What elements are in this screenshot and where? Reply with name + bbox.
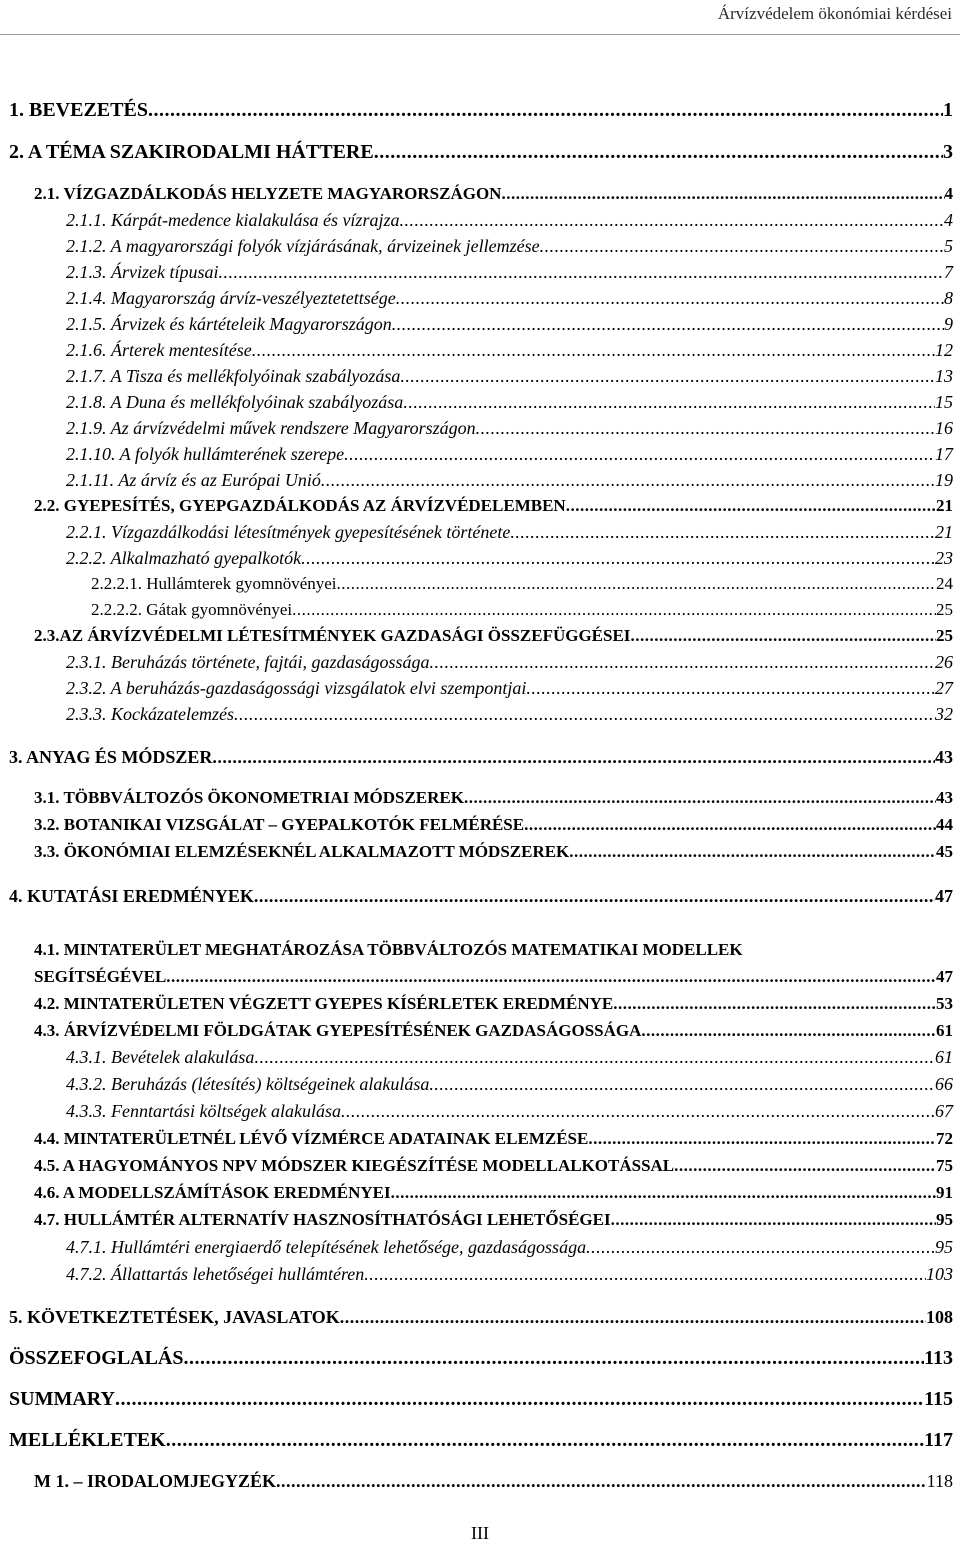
toc-label: 2.1.10. A folyók hullámterének szerepe [66,444,345,464]
toc-leader [234,701,935,727]
toc-page-number: 4 [944,184,953,203]
toc-label: 2.1.4. Magyarország árvíz-veszélyeztetettsége [66,288,396,308]
toc-leader [340,1304,926,1330]
toc-entry[interactable] [66,1098,953,1124]
toc-label: 2.1.3. Árvizek típusai [66,262,219,282]
toc-page-number: 103 [926,1264,953,1284]
header-rule [0,34,960,35]
toc-page-number: 67 [935,1101,953,1121]
toc-entry[interactable] [9,139,953,165]
toc-page-number: 66 [935,1074,953,1094]
toc-page-number: 43 [936,788,953,807]
toc-entry[interactable] [34,812,953,838]
running-header: Árvízvédelem ökonómiai kérdései [717,4,952,23]
toc-entry[interactable] [34,991,953,1017]
toc-entry[interactable] [9,97,953,123]
toc-leader [364,1261,926,1287]
toc-entry[interactable] [66,389,953,415]
toc-leader [115,1386,924,1412]
toc-entry[interactable] [34,493,953,519]
toc-page-number: 43 [935,747,953,767]
toc-page-number: 1 [943,99,953,121]
toc-page-number: 72 [936,1129,953,1148]
toc-label: MELLÉKLETEK [9,1429,166,1451]
toc-entry-first-line: 4.1. MINTATERÜLET MEGHATÁROZÁSA TÖBBVÁLTOZÓS MATEMATIKAI MODELLEK [34,940,743,959]
toc-leader [400,363,935,389]
toc-label: 4.5. A HAGYOMÁNYOS NPV MÓDSZER KIEGÉSZÍTÉSE MODELLALKOTÁSSAL [34,1156,675,1175]
toc-leader [429,1071,935,1097]
toc-entry[interactable] [66,311,953,337]
toc-label: 4.7.1. Hullámtéri energiaerdő telepítésének lehetősége, gazdaságossága [66,1237,587,1257]
toc-entry[interactable] [34,785,953,811]
toc-entry[interactable] [66,337,953,363]
toc-label: 4.7.2. Állattartás lehetőségei hullámtéren [66,1264,365,1284]
toc-label: 3.2. BOTANIKAI VIZSGÁLAT – GYEPALKOTÓK FELMÉRÉSE [34,815,525,834]
toc-page-number: 9 [944,314,953,334]
toc-entry[interactable] [66,285,953,311]
toc-leader [540,233,944,259]
toc-page-number: 26 [935,652,953,672]
toc-page-number: 25 [936,600,953,619]
toc-label: 2.1.7. A Tisza és mellékfolyóinak szabályozása [66,366,401,386]
toc-leader [374,139,943,165]
toc-label: 4.3.1. Bevételek alakulása [66,1047,255,1067]
toc-label: 5. KÖVETKEZTETÉSEK, JAVASLATOK [9,1307,340,1327]
toc-entry[interactable] [66,441,953,467]
toc-entry[interactable] [9,1386,953,1412]
toc-entry[interactable] [9,744,953,770]
toc-page-number: 61 [935,1047,953,1067]
toc-page-number: 5 [944,236,953,256]
toc-entry[interactable] [66,259,953,285]
toc-leader [148,97,943,123]
toc-page-number: 61 [936,1021,953,1040]
toc-page-number: 24 [936,574,953,593]
toc-leader [321,467,935,493]
toc-label: 2.1.9. Az árvízvédelmi művek rendszere Magyarországon [66,418,476,438]
toc-leader [586,1234,935,1260]
toc-label: 3.3. ÖKONÓMIAI ELEMZÉSEKNÉL ALKALMAZOTT MÓDSZEREK [34,842,570,861]
toc-label: 4.2. MINTATERÜLETEN VÉGZETT GYEPES KÍSÉRLETEK EREDMÉNYE [34,994,614,1013]
toc-label: 2.1.8. A Duna és mellékfolyóinak szabályozása [66,392,404,412]
toc-label: 2.1.2. A magyarországi folyók vízjárásának, árvizeinek jellemzése [66,236,540,256]
toc-entry[interactable] [66,1071,953,1097]
toc-label: 3. ANYAG ÉS MÓDSZER [9,747,213,767]
toc-entry[interactable] [66,545,953,571]
toc-label: 2.1.5. Árvizek és kártételeik Magyarországon [66,314,392,334]
toc-page-number: 21 [935,522,953,542]
toc-leader [166,964,936,990]
toc-leader [613,991,936,1017]
toc-entry[interactable] [34,1126,953,1152]
toc-entry[interactable] [66,467,953,493]
toc-page-number: 16 [935,418,953,438]
toc-label: 2.3.1. Beruházás története, fajtái, gazdaságossága [66,652,430,672]
toc-label: 2.2.2. Alkalmazható gyepalkotók [66,548,302,568]
toc-leader [566,493,936,519]
toc-page-number: 19 [935,470,953,490]
toc-page-number: 45 [936,842,953,861]
toc-leader [391,1180,936,1206]
toc-leader [403,389,935,415]
toc-label: 4.3.2. Beruházás (létesítés) költségeinek alakulása [66,1074,430,1094]
toc-page-number: 117 [924,1429,953,1451]
toc-entry[interactable] [66,363,953,389]
toc-label: 2.2.1. Vízgazdálkodási létesítmények gyepesítésének története [66,522,511,542]
toc-entry[interactable] [66,415,953,441]
toc-leader [476,415,935,441]
toc-page-number: 44 [936,815,953,834]
toc-leader [611,1207,936,1233]
toc-label: 2.3.3. Kockázatelemzés [66,704,234,724]
toc-leader [526,675,935,701]
toc-page-number: 27 [935,678,953,698]
toc-entry[interactable] [66,207,953,233]
toc-leader [276,1468,927,1494]
toc-label: 2.2.2.2. Gátak gyomnövényei [91,600,293,619]
toc-entry[interactable] [9,1345,953,1371]
toc-entry[interactable] [34,623,953,649]
toc-page-number: 47 [936,967,953,986]
toc-label: 4. KUTATÁSI EREDMÉNYEK [9,886,254,906]
toc-entry[interactable] [34,1153,953,1179]
toc-leader [588,1126,936,1152]
toc-entry[interactable] [34,839,953,865]
toc-entry[interactable] [66,701,953,727]
toc-entry[interactable] [9,1427,953,1453]
toc-label: 1. BEVEZETÉS [9,99,148,121]
toc-leader [254,883,935,909]
toc-leader [166,1427,924,1453]
toc-leader [569,839,936,865]
toc-page-number: 108 [926,1307,953,1327]
toc-leader [212,744,935,770]
toc-entry[interactable] [34,181,953,207]
toc-page-number: 21 [936,496,953,515]
toc-leader [674,1153,936,1179]
toc-label: 4.3. ÁRVÍZVÉDELMI FÖLDGÁTAK GYEPESÍTÉSÉNEK GAZDASÁGOSSÁGA [34,1021,642,1040]
toc-label: 2.3.2. A beruházás-gazdaságossági vizsgálatok elvi szempontjai [66,678,527,698]
toc-entry[interactable] [91,571,953,597]
toc-leader [218,259,944,285]
toc-leader [341,1098,935,1124]
toc-label: 4.7. HULLÁMTÉR ALTERNATÍV HASZNOSÍTHATÓSÁGI LEHETŐSÉGEI [34,1210,611,1229]
toc-leader [524,812,936,838]
toc-page-number: 13 [935,366,953,386]
toc-entry[interactable] [34,1207,953,1233]
toc-label: SEGÍTSÉGÉVEL [34,967,167,986]
toc-page-number: 7 [944,262,953,282]
toc-leader [252,337,935,363]
toc-entry[interactable] [66,1261,953,1287]
toc-label: 2.1.1. Kárpát-medence kialakulása és vízrajza [66,210,400,230]
toc-entry[interactable] [66,519,953,545]
toc-page-number: 75 [936,1156,953,1175]
toc-leader [337,571,936,597]
toc-leader [292,597,936,623]
toc-page-number: 4 [944,210,953,230]
toc-page-number: 115 [924,1388,953,1410]
toc-page-number: 32 [935,704,953,724]
toc-entry[interactable] [66,1234,953,1260]
toc-label: 3.1. TÖBBVÁLTOZÓS ÖKONOMETRIAI MÓDSZEREK [34,788,464,807]
toc-leader [630,623,936,649]
toc-leader [399,207,944,233]
toc-leader [396,285,944,311]
toc-leader [344,441,935,467]
toc-entry[interactable] [66,1044,953,1070]
toc-page-number: 113 [924,1347,953,1369]
page-number: III [471,1523,489,1543]
toc-label: 4.3.3. Fenntartási költségek alakulása [66,1101,341,1121]
toc-entry[interactable] [34,1468,953,1494]
toc-label: 2. A TÉMA SZAKIRODALMI HÁTTERE [9,141,374,163]
toc-entry[interactable] [9,883,953,909]
toc-entry[interactable] [91,597,953,623]
toc-entry[interactable] [66,233,953,259]
toc-leader [501,181,944,207]
toc-entry[interactable] [66,649,953,675]
toc-leader [301,545,935,571]
toc-entry[interactable] [34,1018,953,1044]
toc-page-number: 12 [935,340,953,360]
toc-entry[interactable] [34,1180,953,1206]
toc-label: 4.6. A MODELLSZÁMÍTÁSOK EREDMÉNYEI [34,1183,391,1202]
toc-page-number: 25 [936,626,953,645]
toc-entry[interactable] [66,675,953,701]
toc-label: 4.4. MINTATERÜLETNÉL LÉVŐ VÍZMÉRCE ADATAINAK ELEMZÉSE [34,1129,589,1148]
toc-label: M 1. – IRODALOMJEGYZÉK [34,1471,277,1491]
toc-leader [510,519,935,545]
toc-label: 2.2. GYEPESÍTÉS, GYEPGAZDÁLKODÁS AZ ÁRVÍZVÉDELEMBEN [34,496,566,515]
toc-label: 2.2.2.1. Hullámterek gyomnövényei [91,574,337,593]
toc-page-number: 15 [935,392,953,412]
toc-leader [392,311,944,337]
toc-leader [430,649,936,675]
toc-leader [464,785,936,811]
toc-leader [184,1345,925,1371]
toc-page-number: 91 [936,1183,953,1202]
toc-label: SUMMARY [9,1388,115,1410]
toc-page-number: 118 [926,1471,953,1491]
toc-page-number: 3 [943,141,953,163]
toc-page-number: 47 [935,886,953,906]
toc-page-number: 17 [935,444,953,464]
toc-label: 2.1.11. Az árvíz és az Európai Unió [66,470,321,490]
toc-entry[interactable] [9,1304,953,1330]
toc-label: 2.3.AZ ÁRVÍZVÉDELMI LÉTESÍTMÉNYEK GAZDASÁGI ÖSSZEFÜGGÉSEI [34,626,631,645]
toc-label: ÖSSZEFOGLALÁS [9,1347,184,1369]
toc-leader [641,1018,936,1044]
toc-label: 2.1. VÍZGAZDÁLKODÁS HELYZETE MAGYARORSZÁGON [34,184,502,203]
toc-page-number: 23 [935,548,953,568]
toc-label: 2.1.6. Árterek mentesítése [66,340,252,360]
toc-page-number: 8 [944,288,953,308]
toc-page-number: 53 [936,994,953,1013]
toc-entry[interactable] [34,964,953,990]
toc-leader [254,1044,935,1070]
toc-page-number: 95 [936,1210,953,1229]
toc-page-number: 95 [935,1237,953,1257]
